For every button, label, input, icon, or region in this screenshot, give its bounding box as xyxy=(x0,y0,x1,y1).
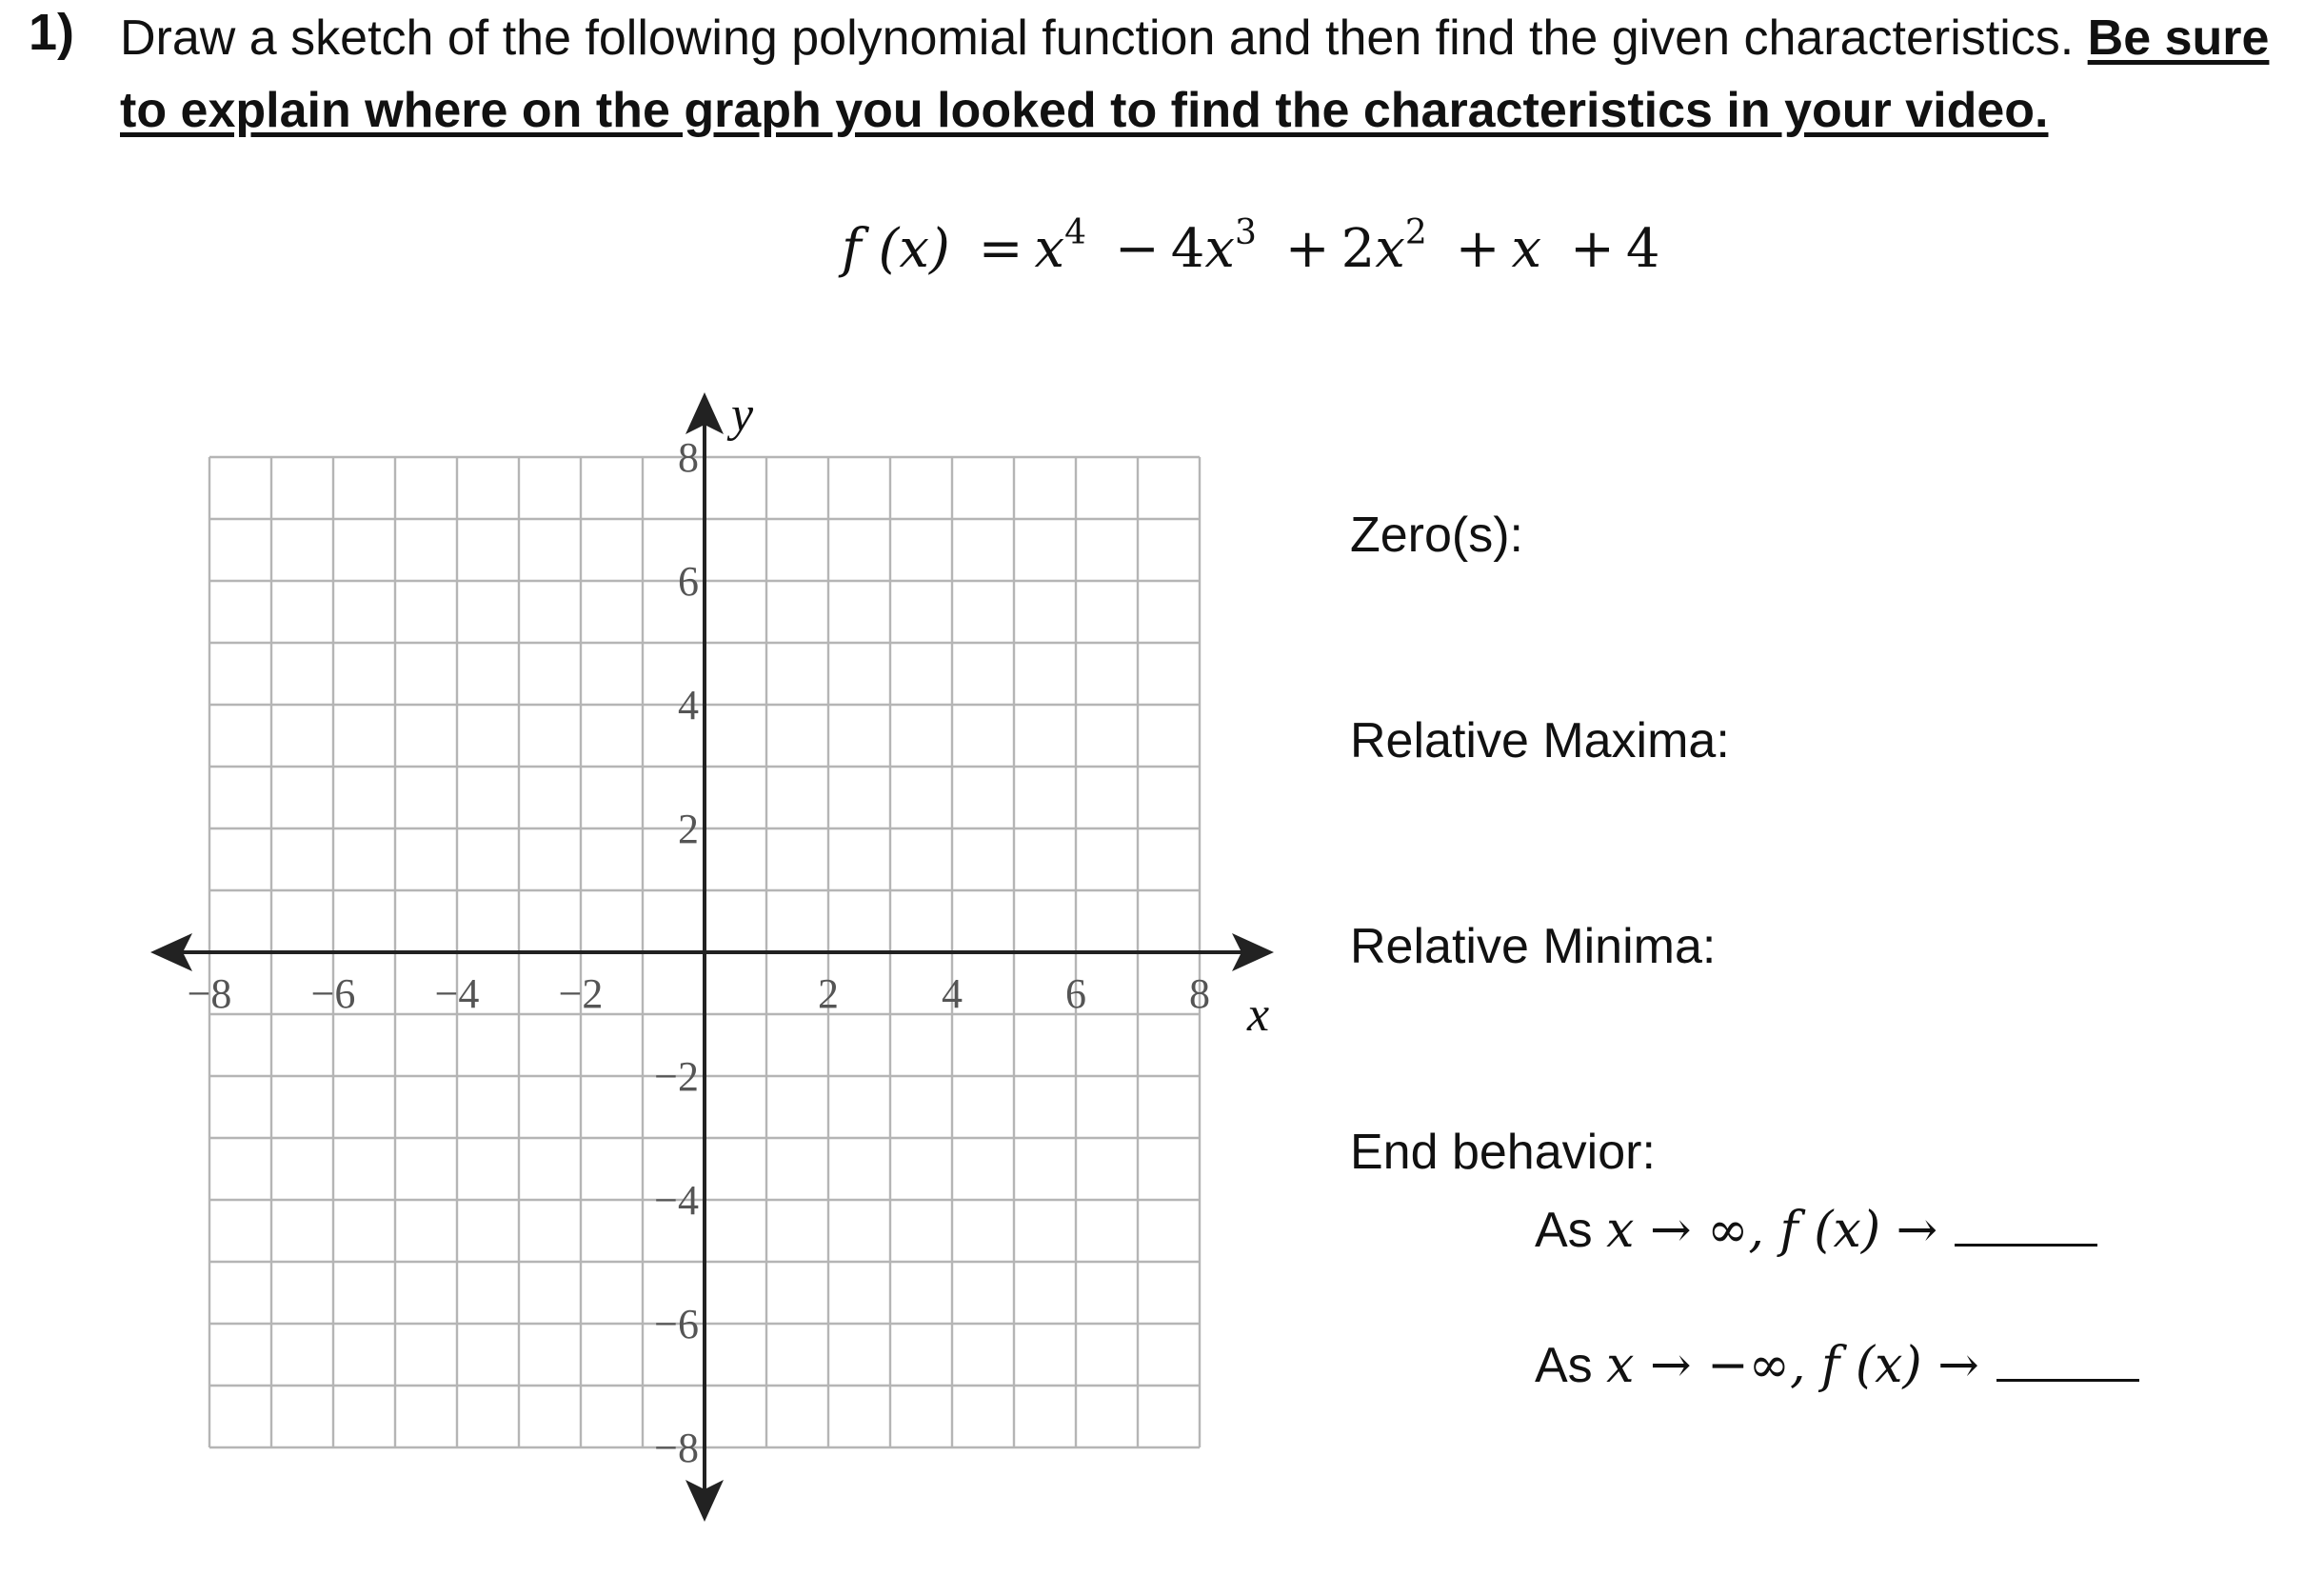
x-tick-label: 2 xyxy=(818,970,839,1017)
eq-op4: + xyxy=(1569,218,1615,280)
eq-t1-base: x xyxy=(1034,218,1065,280)
end-behavior-negative xyxy=(1535,1337,2139,1394)
instruction-emphasis: Be sure to explain where on the graph you looked to find the characteristics in your video. xyxy=(120,10,2270,138)
end1-answer-blank[interactable] xyxy=(1955,1206,2097,1247)
y-tick-label: 2 xyxy=(678,806,699,852)
eq-lhs: f (x) xyxy=(842,218,950,280)
eq-t3-coef: 2 xyxy=(1341,218,1376,280)
end1-prefix: As xyxy=(1535,1203,1607,1258)
end-behavior-label: End behavior: xyxy=(1350,1125,1656,1180)
eq-t2-coef: 4 xyxy=(1170,218,1205,280)
y-tick-label: −4 xyxy=(654,1177,699,1224)
end-behavior-positive xyxy=(1535,1202,2097,1259)
eq-equals: = xyxy=(978,218,1023,280)
question-number: 1) xyxy=(29,4,75,61)
x-axis-label: x xyxy=(1247,987,1270,1042)
eq-t2-base: x xyxy=(1204,218,1236,280)
end2-prefix: As xyxy=(1535,1338,1607,1393)
eq-t5: 4 xyxy=(1625,218,1660,280)
x-tick-label: −6 xyxy=(310,970,356,1017)
y-tick-label: −2 xyxy=(654,1053,699,1100)
question-instruction xyxy=(120,2,2310,147)
x-tick-label: 4 xyxy=(942,970,963,1017)
y-tick-label: 6 xyxy=(678,558,699,605)
end1-math: x → ∞, f (x) → xyxy=(1606,1202,1938,1259)
eq-t2-exp: 3 xyxy=(1235,213,1257,252)
eq-op2: + xyxy=(1284,218,1330,280)
y-tick-label: −6 xyxy=(654,1301,699,1347)
y-tick-label: 4 xyxy=(678,682,699,728)
y-tick-label: −8 xyxy=(654,1425,699,1471)
eq-t3-base: x xyxy=(1375,218,1405,280)
coordinate-grid[interactable] xyxy=(133,381,1295,1543)
x-tick-label: −8 xyxy=(187,970,232,1017)
y-tick-label: 8 xyxy=(678,434,699,481)
x-tick-label: 6 xyxy=(1065,970,1086,1017)
relative-maxima-label: Relative Maxima: xyxy=(1350,713,1730,768)
x-tick-label: −2 xyxy=(558,970,604,1017)
polynomial-equation xyxy=(842,211,1660,288)
relative-minima-label: Relative Minima: xyxy=(1350,919,1717,974)
eq-op1: − xyxy=(1114,218,1160,280)
axes xyxy=(150,392,1274,1522)
x-tick-label: −4 xyxy=(434,970,480,1017)
eq-op3: + xyxy=(1455,218,1500,280)
eq-t4: x xyxy=(1511,218,1542,280)
zeros-label: Zero(s): xyxy=(1350,508,1523,563)
x-tick-label: 8 xyxy=(1189,970,1210,1017)
end2-math: x → −∞, f (x) → xyxy=(1606,1337,1979,1394)
instruction-text: Draw a sketch of the following polynomial function and then find the given characteristics. xyxy=(120,10,2088,66)
y-axis-label: y xyxy=(731,388,754,442)
end2-answer-blank[interactable] xyxy=(1996,1341,2139,1382)
eq-t3-exp: 2 xyxy=(1404,213,1427,252)
eq-t1-exp: 4 xyxy=(1064,213,1087,252)
